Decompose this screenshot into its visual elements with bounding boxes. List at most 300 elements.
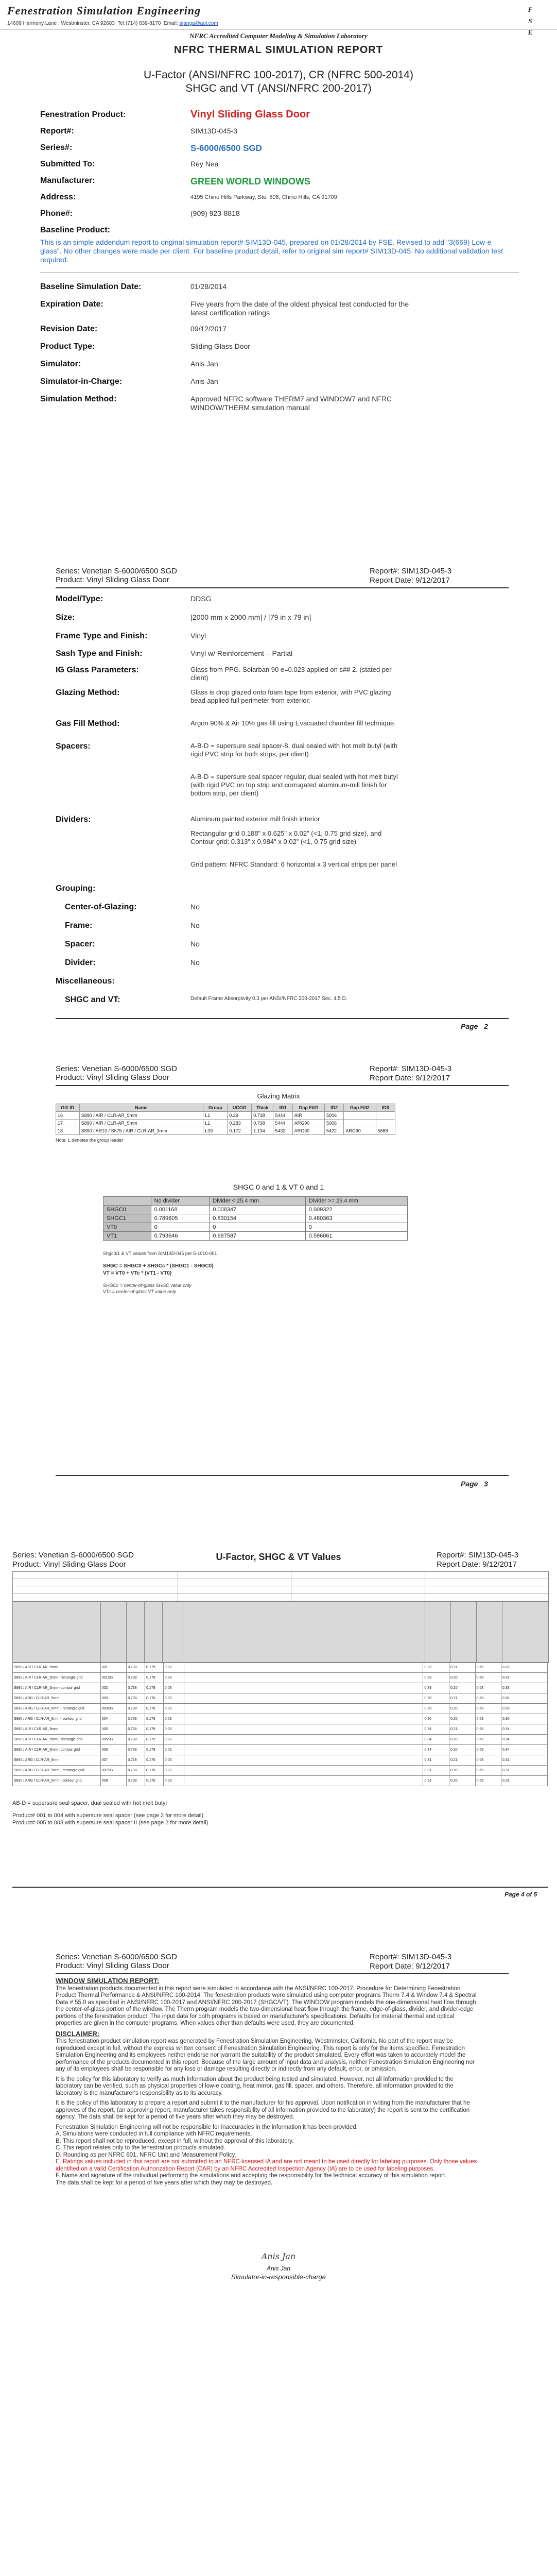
field-label: SHGC and VT: [65,995,120,1004]
header-report: Report#: SIM13D-045-3 [370,567,452,575]
table-cell: 0.03 [163,1745,184,1755]
table-cell: L09 [203,1127,228,1135]
field-report-number [40,127,519,138]
table-cell: 0.68 [475,1776,501,1786]
field-label: Dividers: [56,815,91,824]
field-value: No [190,921,200,929]
field-value: Default Frame Absorptivity 0.3 per ANSI/NFRC 200-2017 Sec. 4.5 D. [190,996,347,1002]
table-cell: 0.738 [127,1693,145,1704]
table-cell: 006 [100,1745,127,1755]
field-value: SIM13D-045-3 [190,127,238,135]
table-header-row [103,1197,408,1206]
table-cell: 0.03 [163,1663,184,1673]
row-label: SHGC1 [103,1214,151,1223]
field-simulator [40,360,519,371]
table-cell: 17 [56,1120,80,1127]
field-series [40,143,519,155]
col-header: Name [79,1104,203,1112]
field-label: Frame Type and Finish: [56,632,148,640]
table-cell: 0.31 [501,1766,548,1776]
table-cell: 0.738 [127,1735,145,1745]
field-value: Aluminum painted exterior mill finish interior [190,815,320,823]
header-rule [56,1085,509,1086]
table-cell: 0.20 [449,1766,476,1776]
footer-rule [12,1887,548,1888]
table-cell: 0.172 [228,1127,252,1135]
table-cell: 0.738 [127,1673,145,1683]
field-label: Manufacturer: [40,176,95,185]
col-header: Group [203,1104,228,1112]
formula-vt: VT = VT0 + VTc * (VT1 - VT0) [103,1270,172,1276]
table-cell: 0.03 [163,1683,184,1693]
table-cell: 0.33 [501,1673,548,1683]
table-cell: 0.738 [127,1766,145,1776]
table-cell [184,1745,423,1755]
table-cell: 0.68 [475,1766,501,1776]
table-cell: S890 / AIR / CLR-AR_5mm [79,1120,203,1127]
field-label: Revision Date: [40,325,98,333]
email-label: Email: [163,21,178,26]
table-row [13,1673,548,1683]
field-value: Five years from the date of the oldest physical test conducted for the latest certification ratings [190,300,409,317]
table-row [13,1776,548,1786]
field-label: Baseline Simulation Date: [40,282,142,291]
field-baseline-product [40,226,519,237]
table-cell: 0.179 [145,1724,163,1735]
table-cell [184,1714,423,1724]
field-value: 01/28/2014 [190,282,227,291]
field-value: Vinyl w/ Reinforcement – Partial [190,649,293,657]
glazing-matrix-table [56,1104,395,1135]
table-cell: S890 / ARG / CLR-AR_5mm - rectangle grid [13,1704,101,1714]
field-label: Spacers: [56,742,91,751]
table-row [13,1714,548,1724]
table-cell: 0.738 [127,1745,145,1755]
table-cell: 5444 [273,1120,292,1127]
table-cell: 5006 [324,1120,343,1127]
table-cell: 0.30 [501,1714,548,1724]
table-cell: 16 [56,1112,80,1120]
section-heading: DISCLAIMER: [56,2029,100,2038]
field-label: Gas Fill Method: [56,719,120,728]
paragraph: It is the policy for this laboratory to verify as much information about the product being tested and simulated. However, not all information provided to the laboratory can be verified, such as physical properties of low-e coating, heat mirror, gas fill, spacer, and others. Therefore, all information provided to the laboratory is the manufacturer's responsibility as to its accuracy. [56,2076,454,2096]
paragraph: The data shall be kept for a period of five years after which they may be destroyed. [56,2179,273,2186]
table-cell: 0.176 [145,1776,163,1786]
table-cell: 0.738 [127,1683,145,1693]
field-label: IG Glass Parameters: [56,666,139,674]
table-cell: 0.179 [145,1735,163,1745]
header-rule [56,587,509,588]
shgc-title: SHGC 0 and 1 & VT 0 and 1 [233,1183,324,1191]
grid-line [100,1602,101,1663]
table-cell: 0.738 [252,1112,273,1120]
table-cell: 0.21 [449,1693,476,1704]
table-cell: 0.20 [449,1673,476,1683]
col-header: Gap Fill2 [344,1104,376,1112]
table-row [13,1663,548,1673]
field-label: Report#: [40,127,74,135]
company-name: Fenestration Simulation Engineering [7,4,201,17]
table-row [13,1704,548,1714]
table-cell: 0.03 [163,1776,184,1786]
page-4 [0,1551,557,1953]
table-cell: 0.33 [501,1683,548,1693]
table-row [13,1766,548,1776]
field-label: Miscellaneous: [56,977,115,986]
footer-rule [56,1018,509,1019]
table-row [13,1693,548,1704]
col-header: Divider < 25.4 mm [210,1197,306,1206]
table-cell: L1 [203,1112,228,1120]
table-cell: 0.738 [127,1724,145,1735]
table-cell: 0.68 [475,1724,501,1735]
table-row [13,1755,548,1766]
field-label: Simulation Method: [40,395,117,403]
header-product: Product: Vinyl Sliding Glass Door [56,575,169,584]
field-value: Rey Nea [190,160,219,168]
table-cell: 0.008347 [210,1206,306,1214]
field-expiration-date [40,300,519,318]
table-cell: 0.34 [501,1735,548,1745]
table-row [13,1724,548,1735]
report-subtitle-2: SHGC and VT (ANSI/NFRC 200-2017) [185,82,372,94]
table-cell: ARG90 [344,1127,376,1135]
column-header-band [12,1601,549,1663]
table-cell: 0.738 [252,1120,273,1127]
table-cell: AIR [292,1112,324,1120]
header-date: Report Date: 9/12/2017 [370,576,450,585]
field-label: Address: [40,193,76,201]
accreditation-line: NFRC Accredited Computer Modeling & Simulation Laboratory [189,32,368,40]
table-cell: 0.176 [145,1704,163,1714]
row-label: SHGC0 [103,1206,151,1214]
formula-note-shgcc: SHGCc = center-of-glass SHGC value only [103,1283,192,1288]
col-header: Gl# ID [56,1104,80,1112]
company-phone: Tel:(714) 839-8170 [117,21,161,26]
table-cell: L1 [203,1120,228,1127]
field-label: Baseline Product: [40,226,111,234]
table-cell: 0 [305,1223,407,1232]
col-header: ID2 [324,1104,343,1112]
col-header: ID1 [273,1104,292,1112]
field-value: Sliding Glass Door [190,342,250,350]
grid-line [476,1602,477,1663]
table-header-row [56,1104,395,1112]
table-cell: 0.68 [475,1693,501,1704]
table-cell: 0.789605 [151,1214,210,1223]
field-value: Vinyl [190,632,206,640]
col-header: No divider [151,1197,210,1206]
table-cell: 0.176 [145,1755,163,1766]
table-cell: S890 / ARG / CLR-AR_5mm [13,1693,101,1704]
field-value: S-6000/6500 SGD [190,143,262,153]
table-cell: 008 [100,1776,127,1786]
col-header: Divider >= 25.4 mm [305,1197,407,1206]
table-cell: 005 [100,1724,127,1735]
paragraph: It is the policy of this laboratory to prepare a report and submit it to the manufacturer for his approval. Upon notification in writing from the manufacturer that he approves of the report, (an approving report, manufacturer takes responsibility of all information provided to the laboratory) the report is sent to the certification agency. The data shall be kept for a period of five years after which they may be destroyed. [56,2100,470,2120]
table-cell: 0.33 [423,1683,449,1693]
table-cell: 5432 [273,1127,292,1135]
table-cell: 001 [100,1663,127,1673]
table-cell: 0 [210,1223,306,1232]
table-cell: 0.738 [127,1776,145,1786]
table-cell: ARG90 [292,1127,324,1135]
table-cell: 18 [56,1127,80,1135]
header-report: Report#: SIM13D-045-3 [370,1953,452,1961]
footer-rule [56,1475,509,1476]
grid-line [126,1602,127,1663]
table-cell: S890 / ARG / CLR-AR_5mm - contour grid [13,1776,101,1786]
table-cell: S890 / ARG / CLR-AR_5mm [13,1755,101,1766]
formula-note-vtc: VTc = center-of-glass VT value only [103,1289,176,1294]
table-cell: 0.03 [163,1766,184,1776]
field-value: Grid pattern: NFRC Standard: 6 horizontal x 3 vertical strips per panel [190,860,397,868]
field-label: Model/Type: [56,595,103,603]
field-label: Grouping: [56,884,96,893]
table-cell [184,1766,423,1776]
table-cell: 5888 [376,1127,395,1135]
signature: Anis Jan [261,2251,296,2261]
header-report: Report#: SIM13D-045-3 [437,1551,519,1560]
table-cell: S890 / ARG / CLR-AR_5mm - contour grid [13,1714,101,1724]
col-header: Gap Fill1 [292,1104,324,1112]
field-revision-date [40,325,519,336]
field-submitted-to [40,160,519,171]
table-cell: 0 [151,1223,210,1232]
field-value: (909) 923-8818 [190,209,240,217]
table-cell: 0.31 [423,1776,449,1786]
table-row [103,1214,408,1223]
table-cell: 0.03 [163,1673,184,1683]
page-number [461,1480,488,1488]
field-label: Product Type: [40,342,95,351]
table-cell [344,1120,376,1127]
col-header: UCOG [228,1104,252,1112]
table-cell: 004 [100,1714,127,1724]
page-label: Page [461,1480,478,1488]
table-cell: 0.03 [163,1755,184,1766]
table-cell: 0.20 [449,1704,476,1714]
paragraph: This fenestration product simulation report was generated by Fenestration Simulation Engineering, Westminster, California. No part of the report may be reproduced except in full, without the express written consent of Fenestration Simulation Engineering. This report is only for the items specified. Fenestration Simulation Engineering and its employees neither endorse nor warrant the suitability of the product simulated. Every effort was taken to accurately model the performance of the products documented in this report. Because of the large amount of input data and analysis, neither Fenestration Simulation Engineering nor any of its employees shall be responsible for any loss or damage resulting directly or indirectly from any default, error, or omission. [56,2038,475,2072]
table-cell: 0.33 [423,1663,449,1673]
paragraph: Fenestration Simulation Engineering will not be responsible for inaccuracies in the information it has been provided. [56,2124,358,2130]
table-cell: 0.30 [423,1704,449,1714]
table-row [56,1112,395,1120]
field-manufacturer [40,176,519,188]
table-row [103,1232,408,1241]
field-value: 4195 Chino Hills Parkway, Ste. 508, Chino Hills, CA 91709 [190,194,337,200]
header-series: Series: Venetian S-6000/6500 SGD [56,567,177,575]
page-header [56,567,509,584]
table-cell: 0.21 [449,1663,476,1673]
table-cell [376,1112,395,1120]
field-value: No [190,903,200,911]
table-row [56,1127,395,1135]
table-cell: 0.31 [501,1755,548,1766]
table-cell [184,1663,423,1673]
grid-line [13,1593,548,1594]
table-cell: 0.68 [475,1755,501,1766]
page-5 [0,1953,557,2576]
table-cell: 001SG [100,1673,127,1683]
table-cell: 0.001168 [151,1206,210,1214]
table-cell: S890 / AIR / CLR-AR_5mm [79,1112,203,1120]
header-product: Product: Vinyl Sliding Glass Door [12,1560,126,1569]
table-cell: 0.30 [501,1704,548,1714]
summary-grid [12,1571,549,1601]
table-cell: 0.31 [423,1766,449,1776]
table-cell: S890 / AIR / CLR-AR_5mm - contour grid [13,1745,101,1755]
field-label: Glazing Method: [56,688,120,697]
table-cell: 0.34 [501,1745,548,1755]
header-product: Product: Vinyl Sliding Glass Door [56,1961,169,1970]
field-fenestration-product [40,110,519,122]
table-cell: 0.738 [127,1755,145,1766]
header-date: Report Date: 9/12/2017 [370,1074,450,1082]
field-value: 09/12/2017 [190,325,227,333]
table-cell: 0.009322 [305,1206,407,1214]
table-cell: 0.34 [423,1745,449,1755]
uvalue-table-title: U-Factor, SHGC & VT Values [216,1552,341,1562]
row-label: VT1 [103,1232,151,1241]
table-cell: 0.03 [163,1704,184,1714]
field-value: A-B-D = supersure seal spacer-8, dual sealed with hot melt butyl (with rigid PVC strip for both strips, per client) [190,742,398,758]
table-row [13,1735,548,1745]
field-value: Glass is drop glazed onto foam tape from exterior, with PVC glazing bead applied full perimeter from exterior. [190,688,391,704]
baseline-note: This is an simple addendum report to original simulation report# SIM13D-045, prepared on 01/28/2014 by FSE. Revised to add "3(669) Low-e glass". No other changes were made per client. For baseline product detail, refer to original sim report# SIM13D-045. No additional validation test required. [40,238,503,264]
page-label: Page [461,1022,478,1030]
table-cell: 0.738 [127,1663,145,1673]
table-row [103,1206,408,1214]
list-item: B. This report shall not be reproduced, except in full, without the approval of this laboratory. [56,2138,294,2144]
table-cell: S890 / AR10 / S675 / AIR / CLR-AR_3mm [79,1127,203,1135]
table-cell [184,1704,423,1714]
table-cell: 0.176 [145,1766,163,1776]
field-value: Glass from PPG. Solarban 90 e=0.023 applied on s## 2. (stated per client) [190,666,392,682]
table-cell: S890 / AIR / CLR-AR_5mm [13,1663,101,1673]
table-cell: 0.179 [145,1673,163,1683]
table-cell: 0.68 [475,1735,501,1745]
company-email-link[interactable]: ajanga@aol.com [179,21,218,26]
table-cell: 0.03 [163,1735,184,1745]
table-cell: 007 [100,1755,127,1766]
col-header: ID3 [376,1104,395,1112]
table-cell: 0.596061 [305,1232,407,1241]
field-value: Rectangular grid 0.188" x 0.625" x 0.02" (<1, 0.75 grid size), and Contour grid: 0.313" x 0.984" x 0.02" (<1, 0.75 grid size) [190,829,382,845]
table-cell [184,1755,423,1766]
field-label: Center-of-Glazing: [65,903,137,911]
table-cell: S890 / AIR / CLR-AR_5mm [13,1724,101,1735]
table-cell: 0.30 [423,1693,449,1704]
table-cell: 0.20 [449,1776,476,1786]
product-note-2: Product# 005 to 008 with supersure seal spacer II (see page 2 for more detail) [12,1820,208,1826]
field-address [40,193,519,204]
table-cell: 005SG [100,1735,127,1745]
formula-shgc: SHGC = SHGC0 + SHGCc * (SHGC1 - SHGC0) [103,1263,214,1269]
table-row [103,1223,408,1232]
table-cell [184,1693,423,1704]
table-cell: 0.33 [423,1673,449,1683]
table-row [56,1120,395,1127]
grid-line [450,1602,451,1663]
paragraph: The fenestration products documented in this report were simulated in accordance with the ANSI/NFRC 100-2017: Procedure for Determining Fenestration Product Thermal Performance & ANSI/NFRC 100-2014. The fenestration products were simulated using computer programs Therm 7.4 & Window 7.4 & Spectral Data # 55.0 as specified in ANSI/NFRC 100-2017 and ANSI/NFRC 200-2017 (SHGC/VT). The WINDOW program models the one-dimensional heat flow through the center-of-glass portion of the window. The Therm program models the two-dimensional heat flow through the frame, edge-of-glass, divider, and divider-edge portions of the fenestration product. The input data for both programs is based on manufacturer's specifications. Defaults for material thermal and optical properties are given in the computer programs. When values other than defaults were used, they are documented. [56,1985,477,2026]
shgc-vt-table [103,1196,408,1241]
product-note-1: Product# 001 to 004 with supersure seal spacer (see page 2 for more detail) [12,1812,204,1819]
table-cell: 0.793646 [151,1232,210,1241]
spacer-note: AB-D = supersure seal spacer, dual sealed with hot melt butyl [12,1800,167,1806]
table-cell: 0.68 [475,1663,501,1673]
table-cell: S890 / AIR / CLR-AR_5mm - rectangle grid [13,1673,101,1683]
field-label: Sash Type and Finish: [56,649,143,658]
list-item: D. Rounding as per NFRC 601, NFRC Unit and Measurement Policy. [56,2151,236,2158]
table-row [13,1745,548,1755]
table-cell: 0.03 [163,1714,184,1724]
field-label: Submitted To: [40,160,95,168]
header-series: Series: Venetian S-6000/6500 SGD [56,1953,177,1961]
page-num: 3 [484,1480,488,1488]
table-cell: S890 / AIR / CLR-AR_5mm - rectangle grid [13,1735,101,1745]
header-date: Report Date: 9/12/2017 [370,1962,450,1971]
table-cell: 007SG [100,1766,127,1776]
shgc-source-note: Shgc0/1 & VT values from SIM13D-045 per 5-1010-001 [103,1251,217,1256]
field-value: Anis Jan [190,360,218,368]
table-cell [376,1120,395,1127]
table-cell: 0.830154 [210,1214,306,1223]
table-cell: 0.31 [501,1776,548,1786]
table-cell: ARG90 [292,1120,324,1127]
table-cell: 003 [100,1693,127,1704]
glazing-note: Note: L denotes the group leader [56,1138,124,1143]
table-cell: 0.68 [475,1673,501,1683]
field-product-type [40,342,519,353]
field-label: Divider: [65,958,96,967]
field-value: [2000 mm x 2000 mm] / [79 in x 79 in] [190,613,311,621]
grid-line [162,1602,163,1663]
table-cell: 0.31 [423,1755,449,1766]
field-label: Simulator-in-Charge: [40,377,123,386]
field-value: Approved NFRC software THERM7 and WINDOW7 and NFRC WINDOW/THERM simulation manual [190,395,392,412]
field-label: Frame: [65,921,93,930]
table-cell: 0.179 [145,1683,163,1693]
table-cell [184,1735,423,1745]
list-item: C. This report relates only to the fenestration products simulated. [56,2145,225,2151]
table-cell: 0.738 [127,1704,145,1714]
table-cell: 0.176 [145,1714,163,1724]
table-cell: 0.68 [475,1714,501,1724]
page-num: 2 [484,1022,488,1030]
header-series: Series: Venetian S-6000/6500 SGD [12,1551,134,1560]
list-item: F. Name and signature of the individual performing the simulations and accepting the responsibility for the technical accuracy of this simulation report. [56,2173,447,2179]
glazing-matrix-title: Glazing Matrix [257,1092,300,1100]
table-cell: 0.68 [475,1745,501,1755]
list-item: A. Simulations were conducted in full compliance with NFRC requirements. [56,2131,252,2137]
table-cell [184,1683,423,1693]
field-value: Anis Jan [190,377,218,385]
table-cell: 0.687587 [210,1232,306,1241]
field-value: Argon 90% & Air 10% gas fill using Evacuated chamber fill technique. [190,719,396,727]
list-item-warning: E. Ratings values included in this report are not submitted to an NFRC-licensed IA and are not meant to be used directly for labeling purposes. Only those values identified on a valid Certification Authorization Report (CAR) by an NFRC Accredited Inspection Agency (IA) are to be used for labeling purposes. [56,2159,477,2172]
table-cell: 0.21 [449,1724,476,1735]
table-cell: 0.34 [501,1724,548,1735]
field-label: Series#: [40,143,73,152]
table-cell: 0.29 [228,1112,252,1120]
page-3 [0,1064,557,1528]
field-label: Phone#: [40,209,73,218]
table-cell: 0.30 [501,1693,548,1704]
table-cell: 0.20 [449,1745,476,1755]
table-cell: 0.68 [475,1683,501,1693]
col-header: Thick [252,1104,273,1112]
